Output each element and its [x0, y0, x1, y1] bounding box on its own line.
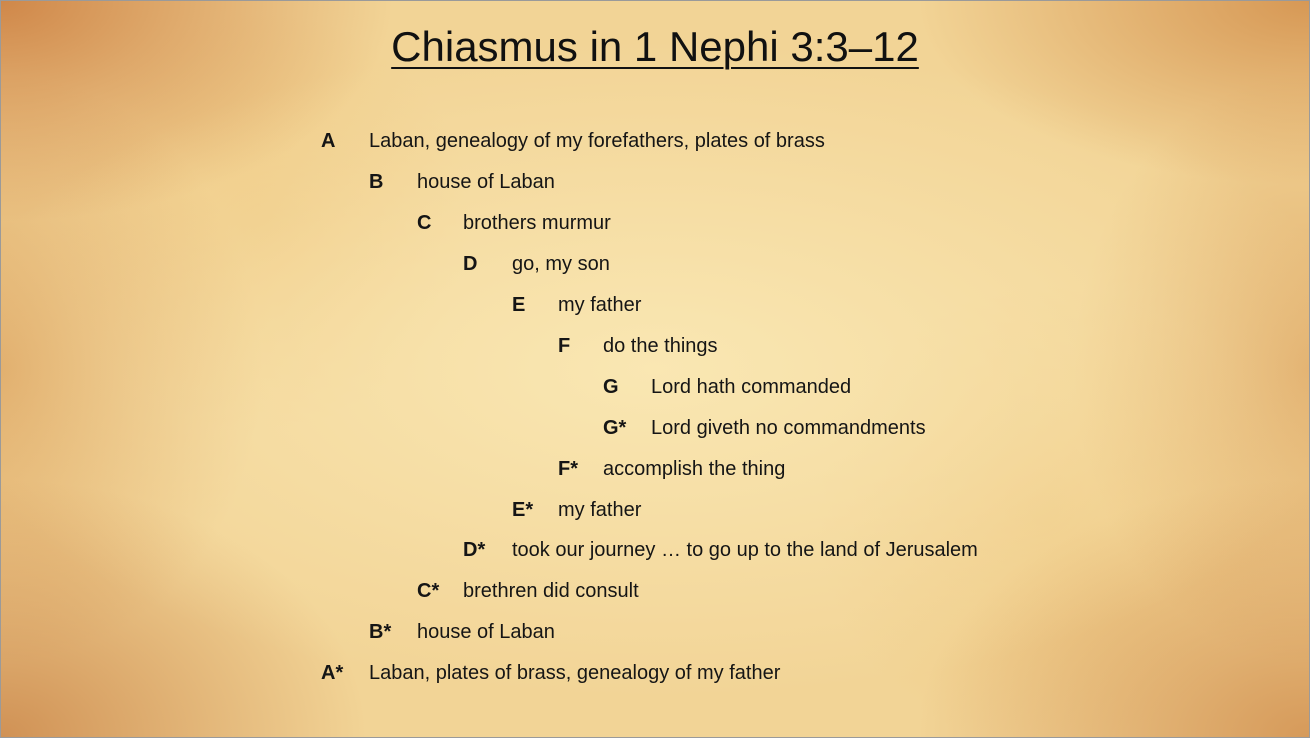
chiasm-text: Laban, genealogy of my forefathers, plates of brass — [369, 130, 825, 152]
chiasm-label: D* — [463, 539, 486, 561]
chiasm-text: do the things — [603, 335, 718, 357]
chiasm-label: A* — [321, 662, 344, 684]
chiasm-label: E — [512, 294, 526, 316]
chiasm-label: F — [558, 335, 571, 357]
chiasm-text: my father — [558, 499, 642, 521]
chiasm-text: Lord hath commanded — [651, 376, 852, 398]
chiasm-text: house of Laban — [417, 621, 555, 643]
chiasm-label: C* — [417, 580, 440, 602]
chiasm-label: B — [369, 171, 384, 193]
chiasm-label: C — [417, 212, 432, 234]
chiasm-label: D — [463, 253, 478, 275]
chiasm-text: brothers murmur — [463, 212, 611, 234]
chiasm-text: took our journey … to go up to the land of Jerusalem — [512, 539, 978, 561]
slide-title: Chiasmus in 1 Nephi 3:3–12 — [391, 23, 919, 70]
chiasm-text: accomplish the thing — [603, 458, 786, 480]
chiasm-label: F* — [558, 458, 578, 480]
chiasm-label: G* — [603, 417, 627, 439]
chiasm-label: G — [603, 376, 619, 398]
chiasm-label: E* — [512, 499, 534, 521]
chiasm-text: go, my son — [512, 253, 610, 275]
chiasm-text: Laban, plates of brass, genealogy of my father — [369, 662, 781, 684]
chiasm-text: Lord giveth no commandments — [651, 417, 926, 439]
chiasm-text: my father — [558, 294, 642, 316]
chiasm-label: A — [321, 130, 336, 152]
chiasm-text: brethren did consult — [463, 580, 639, 602]
chiasm-label: B* — [369, 621, 392, 643]
chiasm-text: house of Laban — [417, 171, 555, 193]
